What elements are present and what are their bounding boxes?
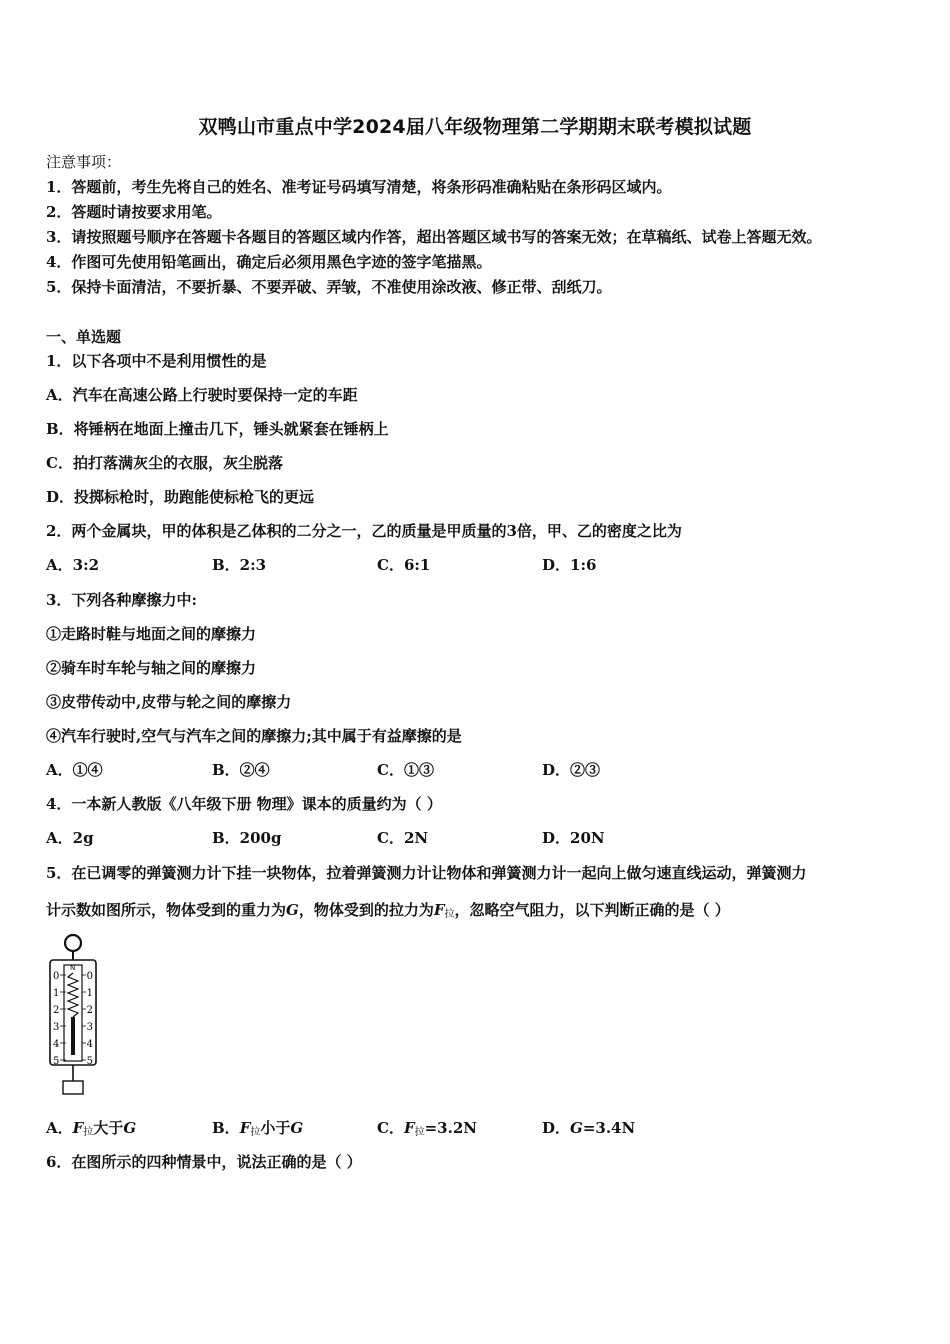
q6-stem: 6．在图所示的四种情景中，说法正确的是（ ）	[46, 1153, 362, 1171]
q2-stem: 2．两个金属块，甲的体积是乙体积的二分之一，乙的质量是甲质量的3倍，甲、乙的密度之比为	[46, 522, 682, 540]
note-item: 5．保持卡面清洁，不要折暴、不要弄破、弄皱，不准使用涂改液、修正带、刮纸刀。	[46, 278, 612, 296]
q5-option-a: A．$F_拉$大于G	[46, 1119, 137, 1138]
notes-heading: 注意事项：	[46, 153, 122, 171]
scale-tick-label-right: 2	[86, 1005, 93, 1016]
scale-tick-label-right: 5	[86, 1056, 93, 1067]
page-title: 双鸭山市重点中学2024届八年级物理第二学期期末联考模拟试题	[198, 116, 752, 138]
q1-option-c: C．拍打落满灰尘的衣服，灰尘脱落	[46, 454, 283, 472]
scale-tick-label-left: 2	[53, 1005, 60, 1016]
q4-stem: 4．一本新人教版《八年级下册 物理》课本的质量约为（ ）	[46, 795, 442, 813]
q3-statement-1: ①走路时鞋与地面之间的摩擦力	[46, 625, 257, 643]
scale-tick-label-right: 0	[86, 971, 93, 982]
q1-stem: 1．以下各项中不是利用惯性的是	[46, 352, 267, 370]
q5-stem-line-2: 计示数如图所示，物体受到的重力为G，物体受到的拉力为$F_拉$，忽略空气阻力，以下判断正确的是（ ）	[46, 901, 730, 920]
q1-option-d: D．投掷标枪时，助跑能使标枪飞的更远	[46, 488, 315, 506]
q4-option-c: C．2N	[377, 829, 429, 847]
note-item: 2．答题时请按要求用笔。	[46, 203, 222, 221]
q5-option-c: C．$F_拉=3.2N$	[377, 1119, 477, 1138]
scale-tick-label-left: 4	[53, 1039, 60, 1050]
scale-tick-label-left: 3	[53, 1022, 60, 1033]
q3-statement-3: ③皮带传动中,皮带与轮之间的摩擦力	[46, 693, 292, 711]
q3-option-c: C．①③	[377, 761, 434, 779]
scale-ring	[65, 935, 81, 951]
q3-statement-4: ④汽车行驶时,空气与汽车之间的摩擦力;其中属于有益摩擦的是	[46, 727, 462, 745]
scale-unit-label: N	[70, 964, 76, 972]
q5-option-b: B．$F_拉$小于G	[212, 1119, 304, 1138]
section-heading: 一、单选题	[46, 328, 122, 346]
q2-option-b: B．2:3	[212, 556, 267, 574]
q2-option-d: D．1:6	[542, 556, 597, 574]
q4-option-b: B．200g	[212, 829, 282, 847]
scale-tick-label-left: 1	[53, 988, 60, 999]
q3-option-a: A．①④	[46, 761, 103, 779]
scale-tick-label-left: 0	[53, 971, 60, 982]
q3-option-d: D．②③	[542, 761, 601, 779]
note-item: 4．作图可先使用铅笔画出，确定后必须用黑色字迹的签字笔描黑。	[46, 253, 492, 271]
q4-option-a: A．2g	[46, 829, 94, 847]
note-item: 3．请按照题号顺序在答题卡各题目的答题区域内作答，超出答题区域书写的答案无效；在草稿纸、试卷上答题无效。	[46, 228, 822, 246]
q1-option-a: A．汽车在高速公路上行驶时要保持一定的车距	[46, 386, 358, 404]
q2-option-c: C．6:1	[377, 556, 431, 574]
hanging-object	[63, 1081, 83, 1094]
note-item: 1．答题前，考生先将自己的姓名、准考证号码填写清楚，将条形码准确粘贴在条形码区域内。	[46, 178, 672, 196]
scale-tick-label-right: 3	[86, 1022, 93, 1033]
scale-tick-label-left: 5	[53, 1056, 60, 1067]
scale-pointer	[71, 1017, 75, 1055]
q2-option-a: A．3:2	[46, 556, 100, 574]
scale-tick-label-right: 1	[86, 988, 93, 999]
q5-option-d: D．G=3.4N	[542, 1119, 636, 1137]
q3-stem: 3．下列各种摩擦力中:	[46, 591, 197, 609]
scale-tick-label-right: 4	[86, 1039, 93, 1050]
q3-option-b: B．②④	[212, 761, 270, 779]
q1-option-b: B．将锤柄在地面上撞击几下，锤头就紧套在锤柄上	[46, 420, 389, 438]
q5-stem-line-1: 5．在已调零的弹簧测力计下挂一块物体，拉着弹簧测力计让物体和弹簧测力计一起向上做匀速直线运动，弹簧测力	[46, 864, 807, 882]
q3-statement-2: ②骑车时车轮与轴之间的摩擦力	[46, 659, 257, 677]
spring-scale-figure	[46, 933, 106, 1098]
q4-option-d: D．20N	[542, 829, 605, 847]
